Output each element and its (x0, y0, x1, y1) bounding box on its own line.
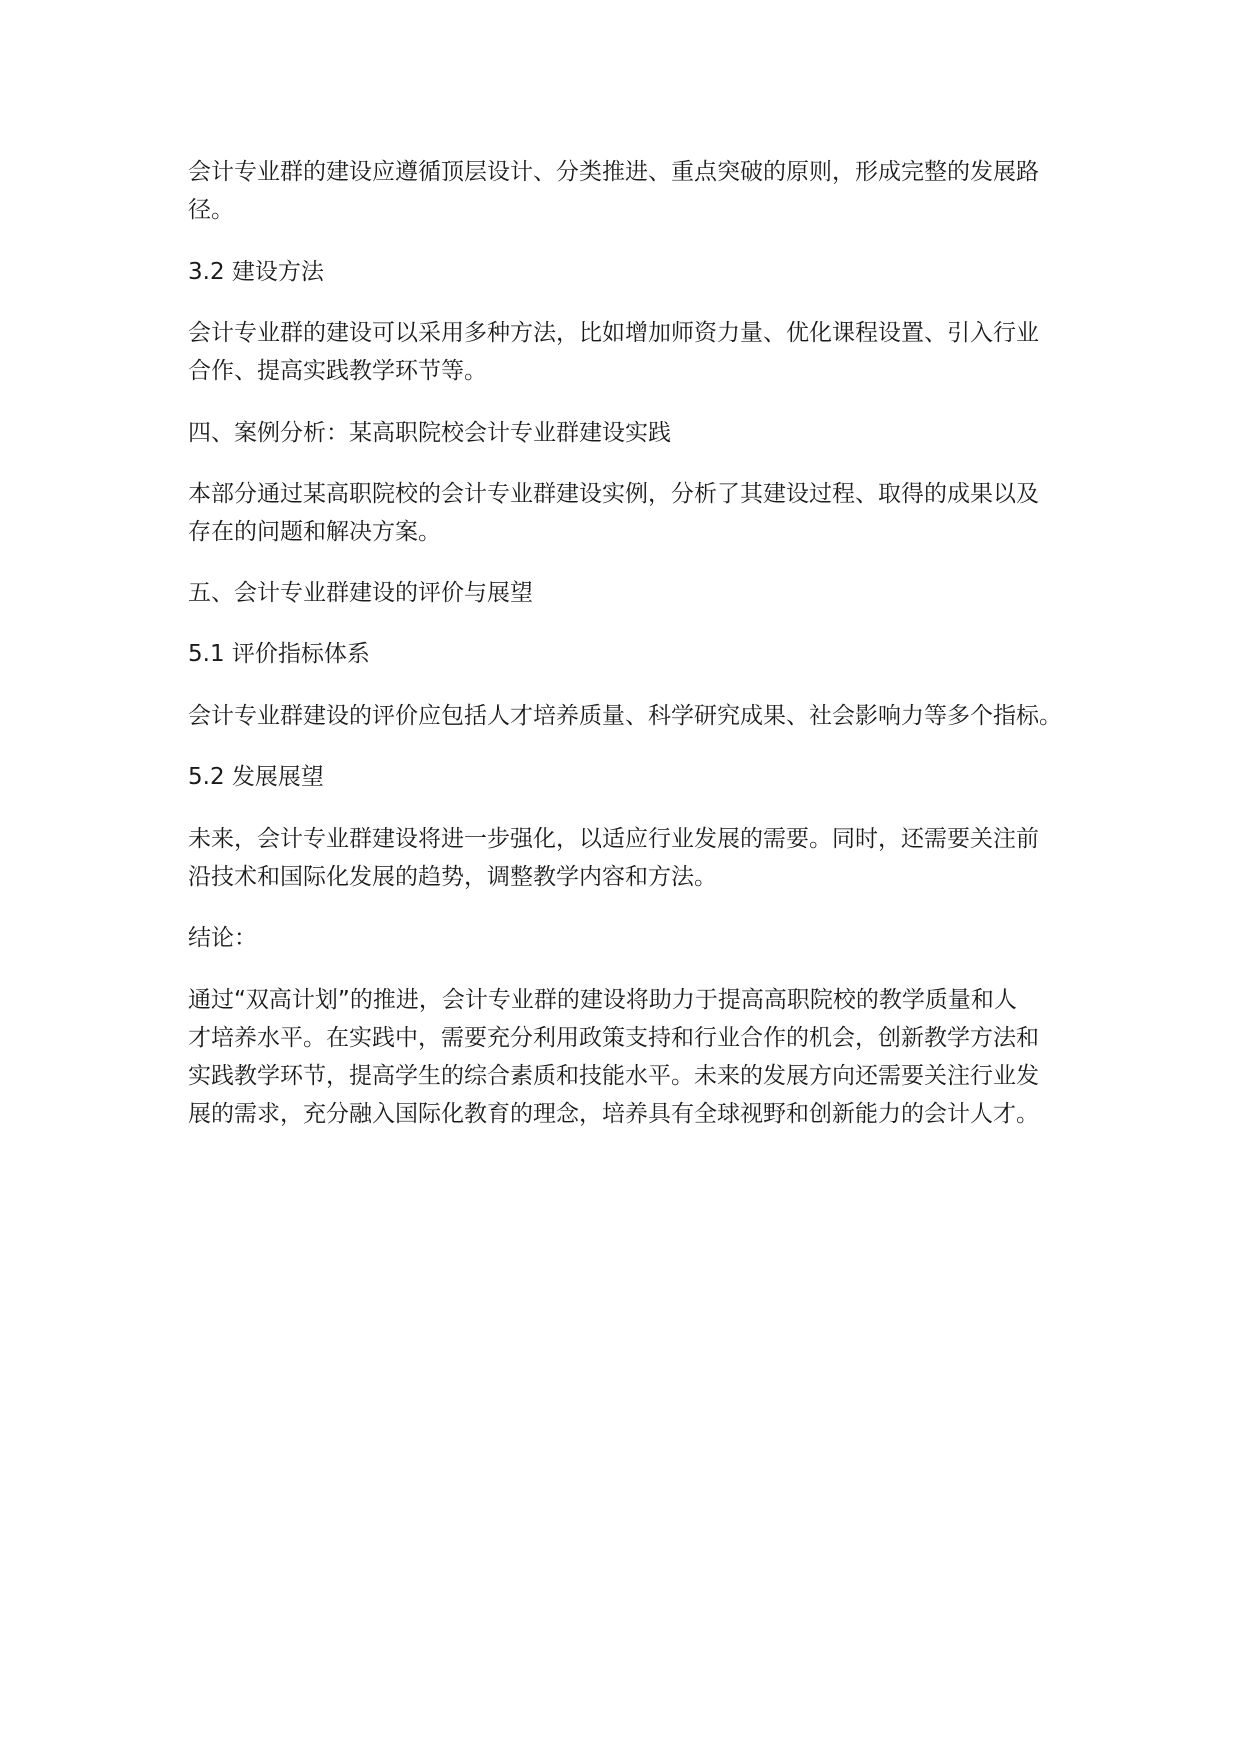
paragraph-conclusion-line-1: 通过“双高计划”的推进，会计专业群的建设将助力于提高高职院校的教学质量和人 (188, 987, 1017, 1013)
paragraph-case-line-1: 本部分通过某高职院校的会计专业群建设实例，分析了其建设过程、取得的成果以及 (188, 481, 1039, 507)
heading-5-1: 5.1 评价指标体系 (188, 641, 370, 667)
paragraph-principle-line-2: 径。 (188, 197, 234, 223)
paragraph-outlook-line-1: 未来，会计专业群建设将进一步强化，以适应行业发展的需要。同时，还需要关注前 (188, 826, 1039, 852)
paragraph-outlook-line-2: 沿技术和国际化发展的趋势，调整教学内容和方法。 (188, 864, 717, 890)
paragraph-principle-line-1: 会计专业群的建设应遵循顶层设计、分类推进、重点突破的原则，形成完整的发展路 (188, 159, 1039, 185)
paragraph-methods-line-2: 合作、提高实践教学环节等。 (188, 358, 487, 384)
heading-3-2: 3.2 建设方法 (188, 259, 324, 285)
paragraph-conclusion-line-3: 实践教学环节，提高学生的综合素质和技能水平。未来的发展方向还需要关注行业发 (188, 1063, 1039, 1089)
heading-section-5: 五、会计专业群建设的评价与展望 (188, 580, 533, 606)
paragraph-conclusion-line-4: 展的需求，充分融入国际化教育的理念，培养具有全球视野和创新能力的会计人才。 (188, 1101, 1039, 1127)
paragraph-conclusion-line-2: 才培养水平。在实践中，需要充分利用政策支持和行业合作的机会，创新教学方法和 (188, 1025, 1039, 1051)
paragraph-case-line-2: 存在的问题和解决方案。 (188, 519, 441, 545)
heading-5-2: 5.2 发展展望 (188, 764, 324, 790)
paragraph-evaluation-line-1: 会计专业群建设的评价应包括人才培养质量、科学研究成果、社会影响力等多个指标。 (188, 703, 1062, 729)
heading-conclusion: 结论： (188, 925, 257, 951)
paragraph-methods-line-1: 会计专业群的建设可以采用多种方法，比如增加师资力量、优化课程设置、引入行业 (188, 320, 1039, 346)
heading-section-4: 四、案例分析：某高职院校会计专业群建设实践 (188, 420, 671, 446)
